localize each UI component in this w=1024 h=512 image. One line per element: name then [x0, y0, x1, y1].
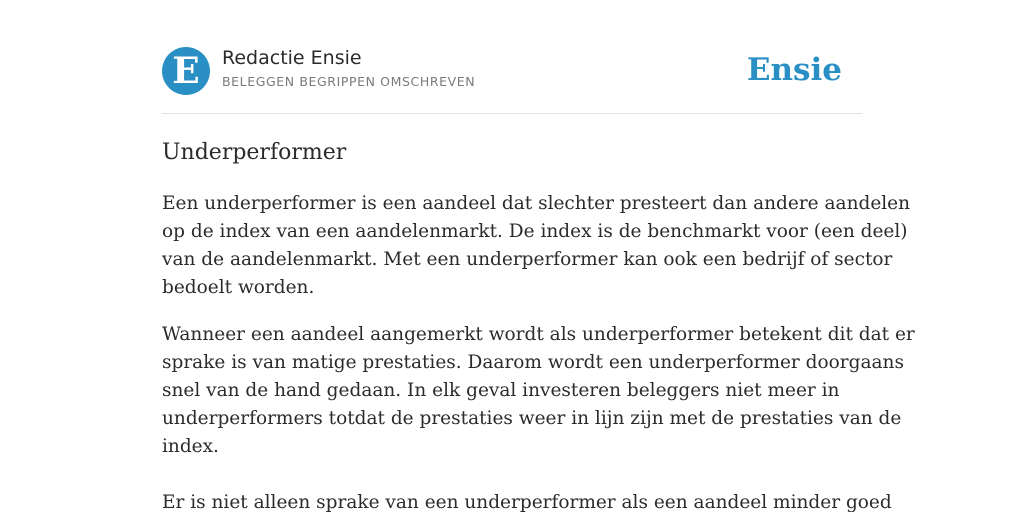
paragraph-line: snel van de hand gedaan. In elk geval investeren beleggers niet meer in: [162, 380, 840, 401]
ensie-logo[interactable]: Ensie: [746, 52, 842, 88]
paragraph-line: Een underperformer is een aandeel dat slechter presteert dan andere aandelen: [162, 193, 911, 214]
paragraph-line: Er is niet alleen sprake van een underperformer als een aandeel minder goed: [162, 492, 892, 512]
paragraph-line: van de aandelenmarkt. Met een underperformer kan ook een bedrijf of sector: [162, 249, 893, 270]
author-avatar[interactable]: E: [162, 47, 210, 95]
paragraph-line: underperformers totdat de prestaties weer in lijn zijn met de prestaties van de: [162, 408, 902, 429]
paragraph-line: sprake is van matige prestaties. Daarom wordt een underperformer doorgaans: [162, 352, 904, 373]
category-subtitle[interactable]: BELEGGEN BEGRIPPEN OMSCHREVEN: [222, 74, 476, 89]
paragraph-line: bedoelt worden.: [162, 277, 315, 298]
paragraph-line: op de index van een aandelenmarkt. De index is de benchmarkt voor (een deel): [162, 221, 908, 242]
paragraph-3: [162, 489, 892, 512]
paragraph-line: Wanneer een aandeel aangemerkt wordt als underperformer betekent dit dat er: [162, 324, 915, 345]
page-title: Underperformer: [162, 140, 347, 165]
paragraph-1: [162, 190, 910, 302]
article-header: [162, 46, 862, 96]
author-name[interactable]: Redactie Ensie: [222, 47, 362, 69]
paragraph-2: [162, 321, 915, 461]
paragraph-line: index.: [162, 436, 219, 457]
header-divider: [162, 113, 862, 114]
